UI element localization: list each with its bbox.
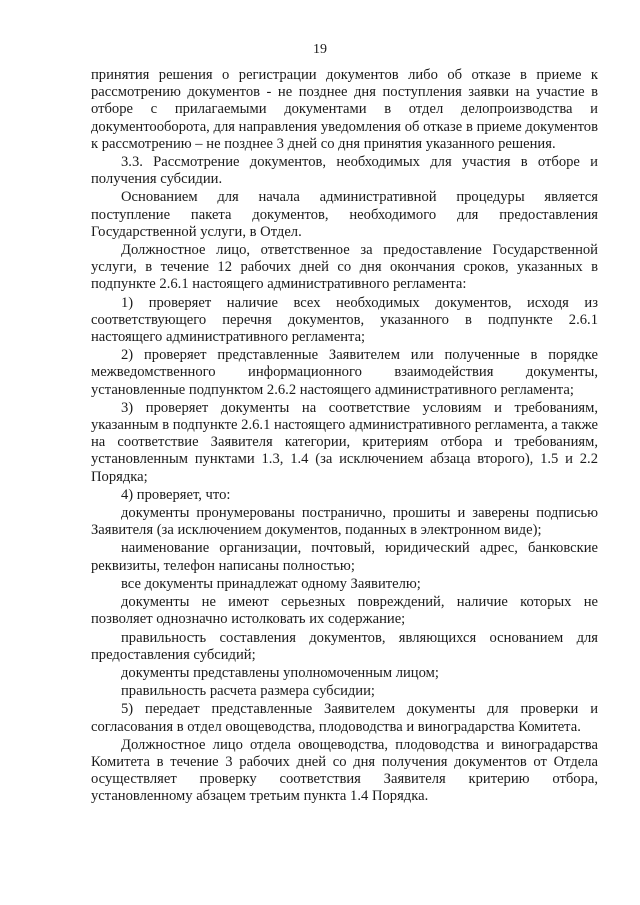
paragraph-procedure-basis: Основанием для начала административной процедуры является поступление пакета документов, необходимого для предоставления Государственной услуги, в Отдел. bbox=[91, 189, 598, 240]
check-item-subsidy-calculation: правильность расчета размера субсидии; bbox=[121, 683, 375, 700]
check-item-numbering: документы пронумерованы постранично, прошиты и заверены подписью Заявителя (за исключением документов, поданных в электронном виде); bbox=[91, 505, 598, 539]
paragraph-department-check: Должностное лицо отдела овощеводства, плодоводства и виноградарства Комитета в течение 3 рабочих дней со дня получения документов от Отдела осуществляет проверку соответствия Заявителя критерию отбора, установленному абзацем третьим пункта 1.4 Порядка. bbox=[91, 736, 598, 805]
list-item-4: 4) проверяет, что: bbox=[121, 486, 231, 503]
check-item-correct-documents: правильность составления документов, являющихся основанием для предоставления субсидий; bbox=[91, 629, 598, 663]
check-item-authorized-person: документы представлены уполномоченным лицом; bbox=[121, 664, 439, 681]
paragraph-responsible-official: Должностное лицо, ответственное за предоставление Государственной услуги, в течение 12 рабочих дней со дня окончания сроков, указанных в подпункте 2.6.1 настоящего административного регламента: bbox=[91, 242, 598, 293]
check-item-single-applicant: все документы принадлежат одному Заявителю; bbox=[121, 575, 421, 592]
list-item-3: 3) проверяет документы на соответствие условиям и требованиям, указанным в подпункте 2.6.1 настоящего административного регламента, а также на соответствие Заявителя категории, критериям отбора и требованиям, установленным пунктами 1.3, 1.4 (за исключением абзаца второго), 1.5 и 2.2 Порядка; bbox=[91, 399, 598, 485]
paragraph-section-3-3-heading: 3.3. Рассмотрение документов, необходимых для участия в отборе и получения субсидии. bbox=[91, 154, 598, 188]
paragraph-registration-deadlines: принятия решения о регистрации документов либо об отказе в приеме к рассмотрению документов - не позднее дня поступления заявки на участие в отборе с прилагаемыми документами в отдел делопроизводства и документооборота, для направления уведомления об отказе в приеме документов к рассмотрению – не позднее 3 дней со дня принятия указанного решения. bbox=[91, 67, 598, 152]
list-item-5: 5) передает представленные Заявителем документы для проверки и согласования в отдел овощеводства, плодоводства и виноградарства Комитета. bbox=[91, 701, 598, 735]
check-item-requisites: наименование организации, почтовый, юридический адрес, банковские реквизиты, телефон написаны полностью; bbox=[91, 540, 598, 574]
page-number: 19 bbox=[313, 42, 327, 57]
check-item-no-damage: документы не имеют серьезных повреждений, наличие которых не позволяет однозначно истолковать их содержание; bbox=[91, 594, 598, 628]
list-item-1: 1) проверяет наличие всех необходимых документов, исходя из соответствующего перечня документов, указанного в подпункте 2.6.1 настоящего административного регламента; bbox=[91, 294, 598, 346]
list-item-2: 2) проверяет представленные Заявителем или полученные в порядке межведомственного информационного взаимодействия документы, установленные подпунктом 2.6.2 настоящего административного регламента; bbox=[91, 347, 598, 398]
document-body bbox=[91, 67, 598, 806]
